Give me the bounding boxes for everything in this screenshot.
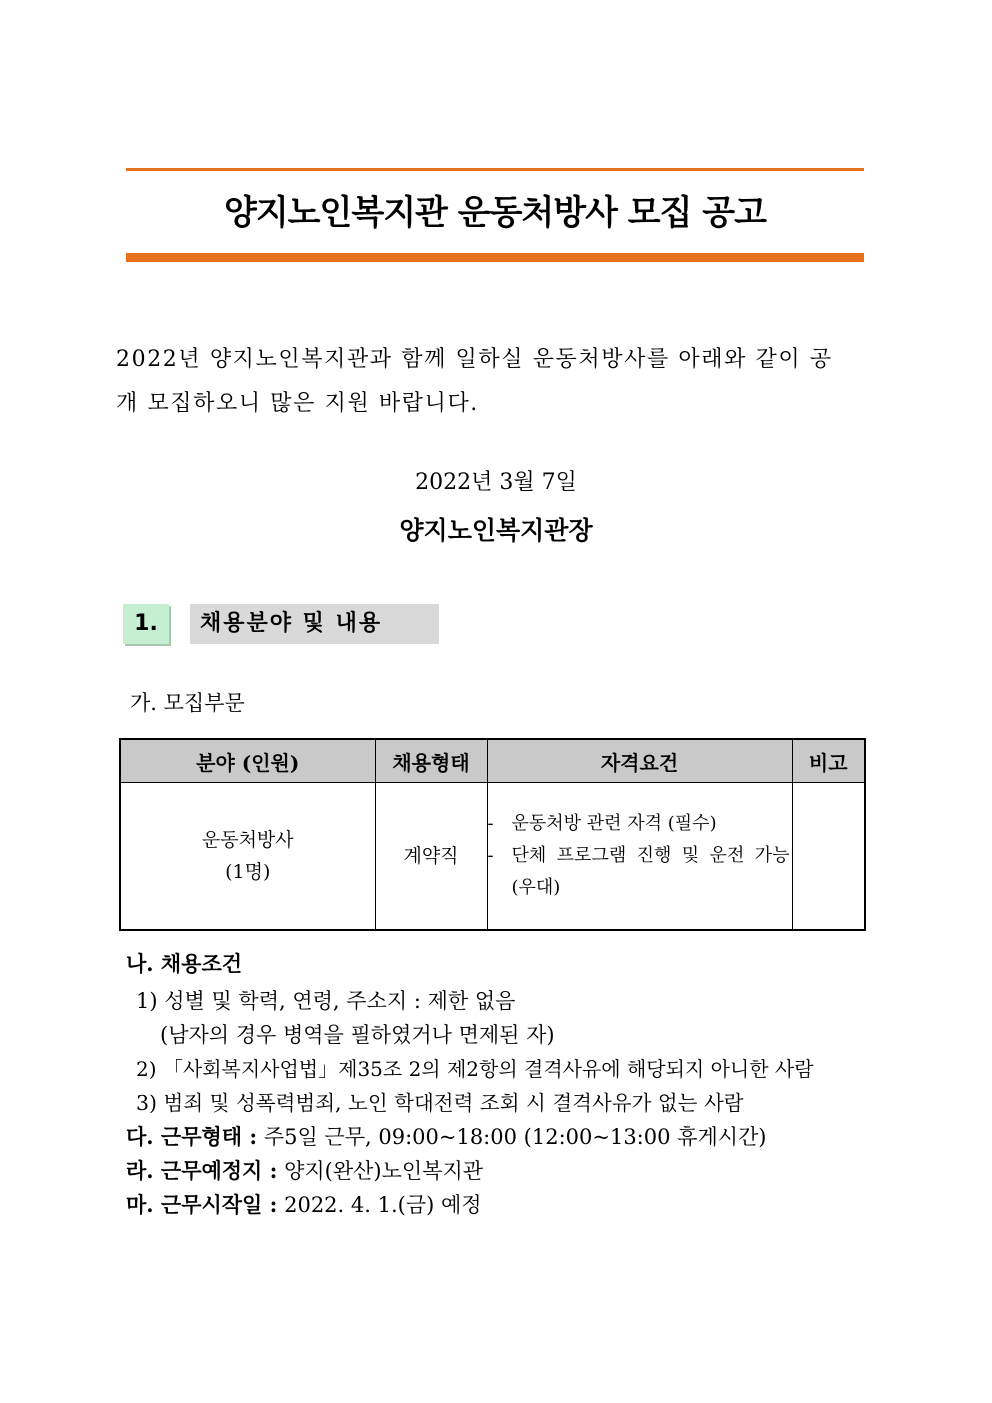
cell-employment-type: 계약직 <box>375 783 487 931</box>
table-row <box>120 783 865 931</box>
intro-line-1: 2022년 양지노인복지관과 함께 일하실 운동처방사를 아래와 같이 공 <box>116 347 833 372</box>
title-top-rule <box>126 168 864 171</box>
conditions-heading: 나. 채용조건 <box>126 951 243 976</box>
condition-item-1: 1) 성별 및 학력, 연령, 주소지 : 제한 없음 <box>136 989 516 1013</box>
table-header-row <box>120 739 865 783</box>
title-bottom-rule <box>126 253 864 262</box>
work-type-value: 주5일 근무, 09:00~18:00 (12:00~13:00 휴게시간) <box>263 1125 767 1149</box>
recruitment-table <box>119 738 866 931</box>
condition-item-3: 3) 범죄 및 성폭력범죄, 노인 학대전력 조회 시 결격사유가 없는 사람 <box>136 1091 744 1115</box>
intro-line-2: 개 모집하오니 많은 지원 바랍니다. <box>116 391 479 416</box>
header-field: 분야 (인원) <box>120 739 375 783</box>
announcement-date: 2022년 3월 7일 <box>415 470 577 495</box>
work-type-label: 다. 근무형태 : <box>126 1124 258 1149</box>
cell-note <box>792 783 865 931</box>
header-employment-type: 채용형태 <box>375 739 487 783</box>
page-title: 양지노인복지관 운동처방사 모집 공고 <box>223 193 766 233</box>
header-qualifications: 자격요건 <box>487 739 792 783</box>
cell-qualifications <box>487 783 792 931</box>
field-name: 운동처방사 <box>201 829 294 851</box>
field-count: (1명) <box>225 861 271 883</box>
cell-field <box>120 783 375 931</box>
work-type <box>126 1120 846 1154</box>
header-note: 비고 <box>792 739 865 783</box>
qualification-item: - 운동처방 관련 자격 (필수) <box>487 813 717 834</box>
section-title: 채용분야 및 내용 <box>190 604 439 644</box>
condition-item-1-note: (남자의 경우 병역을 필하였거나 면제된 자) <box>160 1023 555 1047</box>
signer: 양지노인복지관장 <box>399 516 593 545</box>
work-start <box>126 1188 846 1222</box>
subsection-a-heading: 가. 모집부문 <box>130 691 245 715</box>
qualification-item: - 단체 프로그램 진행 및 운전 가능 (우대) <box>487 845 790 898</box>
work-place-label: 라. 근무예정지 : <box>126 1158 278 1183</box>
work-start-label: 마. 근무시작일 : <box>126 1192 278 1217</box>
work-start-value: 2022. 4. 1.(금) 예정 <box>284 1193 482 1217</box>
condition-item-2: 2) 「사회복지사업법」제35조 2의 제2항의 결격사유에 해당되지 아니한 사람 <box>136 1057 814 1081</box>
intro-paragraph <box>116 338 876 426</box>
work-place <box>126 1154 846 1188</box>
work-place-value: 양지(완산)노인복지관 <box>284 1159 484 1183</box>
section-number: 1. <box>123 604 169 644</box>
